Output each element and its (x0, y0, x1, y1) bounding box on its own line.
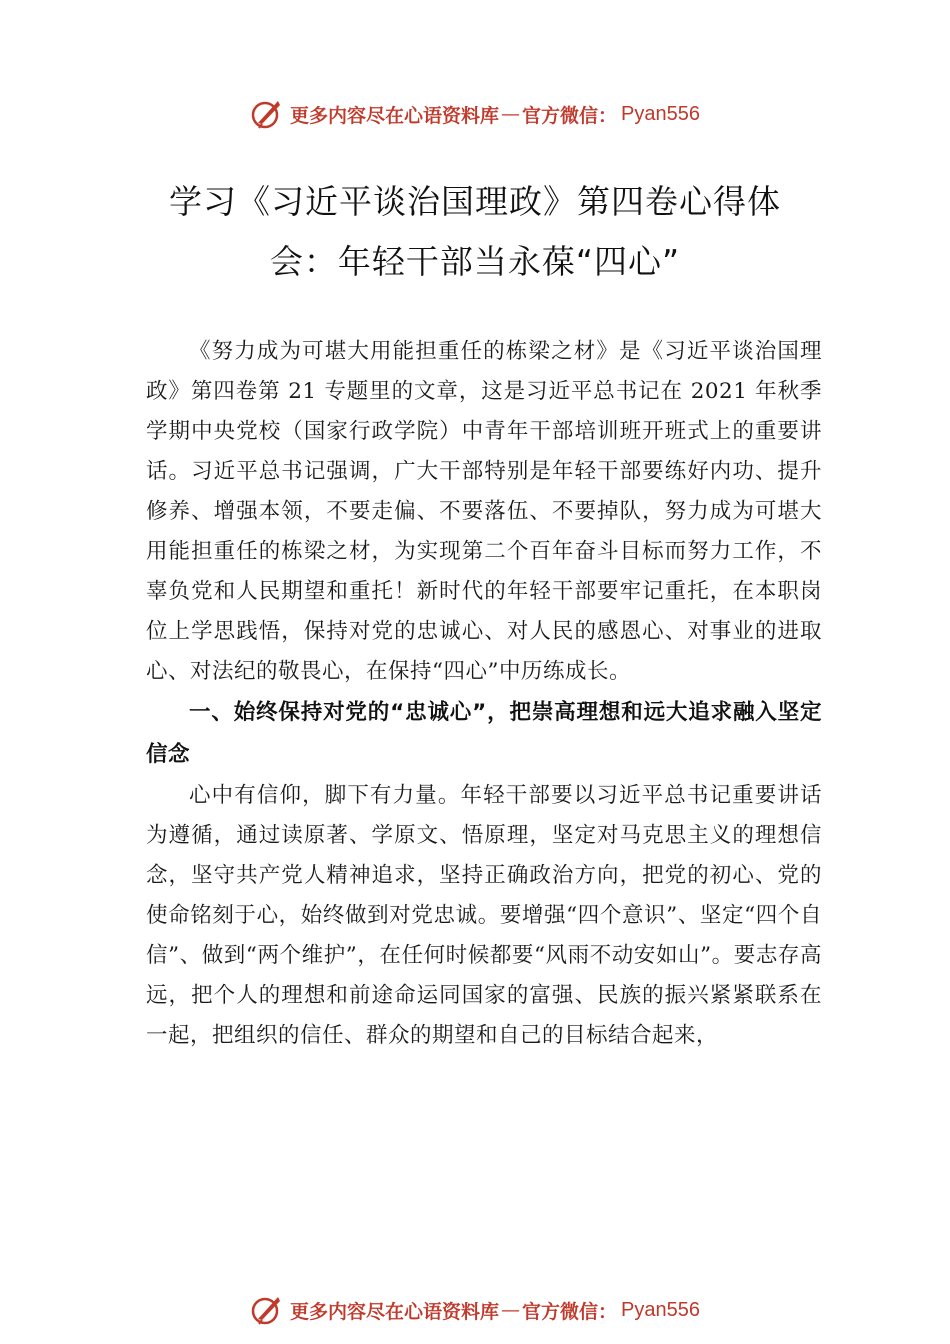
title-line-2: 会：年轻干部当永葆“四心” (269, 242, 681, 281)
feather-pen-logo-icon (250, 97, 284, 131)
title-line-1: 学习《习近平谈治国理政》第四卷心得体 (169, 182, 781, 221)
document-title (100, 172, 850, 292)
banner-text: 更多内容尽在心语资料库 (290, 104, 500, 127)
banner-handle: Pyan556 (621, 102, 700, 125)
paragraph-section-1: 心中有信仰，脚下有力量。年轻干部要以习近平总书记重要讲话为遵循，通过读原著、学原文、悟原理，坚定对马克思主义的理想信念，坚守共产党人精神追求，坚持正确政治方向，把党的初心、党的使命铭刻于心，始终做到对党忠诚。要增强“四个意识”、坚定“四个自信”、做到“两个维护”，在任何时候都要“风雨不动安如山”。要志存高远，把个人的理想和前途命运同国家的富强、民族的振兴紧紧联系在一起，把组织的信任、群众的期望和自己的目标结合起来， (146, 783, 822, 1048)
footer-banner (0, 1290, 950, 1330)
banner-label: 官方微信： (522, 104, 618, 127)
feather-pen-logo-icon (250, 1293, 284, 1327)
banner-separator: — (501, 103, 521, 125)
header-banner (0, 94, 950, 134)
banner-label: 官方微信： (522, 1300, 618, 1323)
document-body (146, 332, 822, 1056)
banner-handle: Pyan556 (621, 1298, 700, 1321)
banner-text: 更多内容尽在心语资料库 (290, 1300, 500, 1323)
section-heading-1: 一、始终保持对党的“忠诚心”，把崇高理想和远大追求融入坚定信念 (146, 700, 822, 767)
paragraph-intro: 《努力成为可堪大用能担重任的栋梁之材》是《习近平谈治国理政》第四卷第 21 专题里的文章，这是习近平总书记在 2021 年秋季学期中央党校（国家行政学院）中青年干部培训班开班式上的重要讲话。习近平总书记强调，广大干部特别是年轻干部要练好内功、提升修养、增强本领，不要走偏、不要落伍、不要掉队，努力成为可堪大用能担重任的栋梁之材，为实现第二个百年奋斗目标而努力工作，不辜负党和人民期望和重托！新时代的年轻干部要牢记重托，在本职岗位上学思践悟，保持对党的忠诚心、对人民的感恩心、对事业的进取心、对法纪的敬畏心，在保持“四心”中历练成长。 (146, 339, 822, 684)
banner-separator: — (501, 1299, 521, 1321)
